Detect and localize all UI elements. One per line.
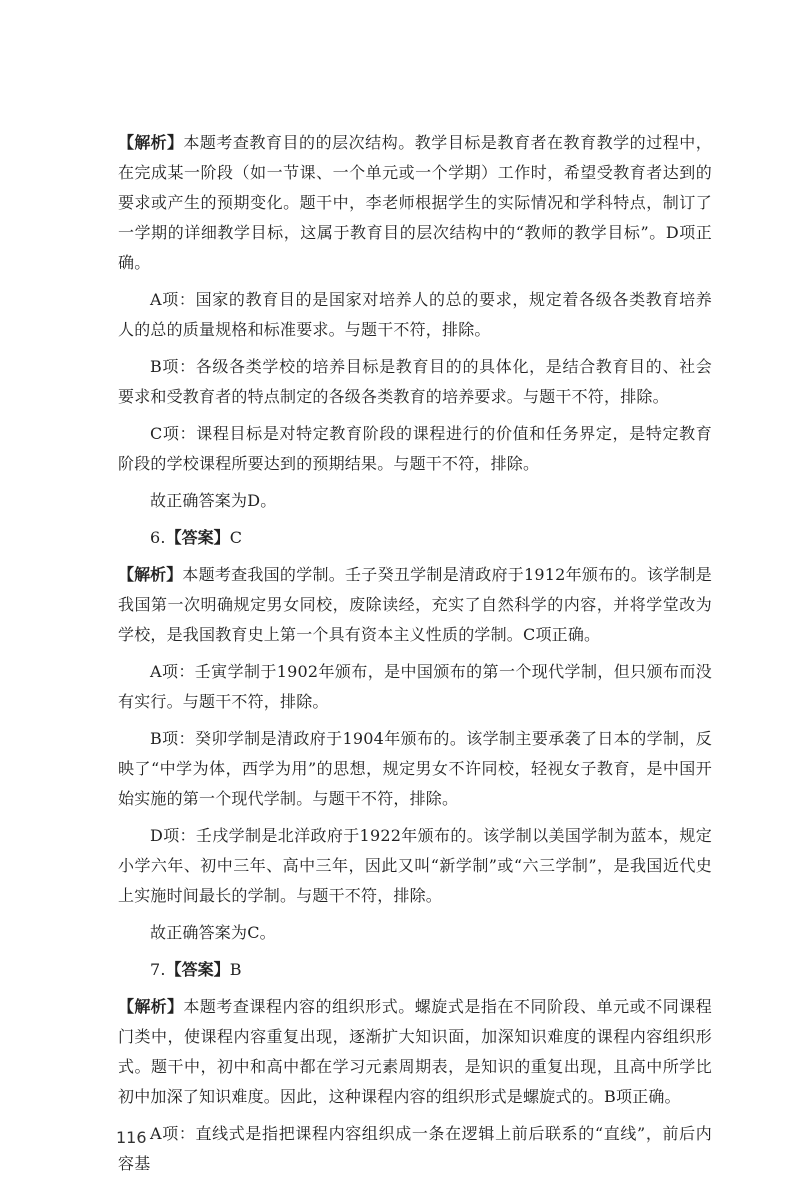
- q6-number: 6.: [150, 528, 166, 547]
- q7-option-a: A项：直线式是指把课程内容组织成一条在逻辑上前后联系的“直线”，前后内容基: [118, 1124, 712, 1173]
- q7-analysis-paragraph: [118, 992, 712, 1112]
- q5-analysis-tag: 【解析】: [118, 133, 184, 152]
- q7-answer-tag: 【答案】: [165, 960, 230, 979]
- q6-answer-tag: 【答案】: [165, 528, 230, 547]
- q5-option-a: A项：国家的教育目的是国家对培养人的总的要求，规定着各级各类教育培养人的总的质量规格和标准要求。与题干不符，排除。: [118, 290, 712, 339]
- page-number: 116: [116, 1128, 147, 1147]
- q5-analysis-text: 本题考查教育目的的层次结构。教学目标是教育者在教育教学的过程中，在完成某一阶段（如一节课、一个单元或一个学期）工作时，希望受教育者达到的要求或产生的预期变化。题干中，李老师根据学生的实际情况和学科特点，制订了一学期的详细教学目标，这属于教育目的层次结构中的“教师的教学目标”。D项正确。: [118, 133, 712, 272]
- q7-number: 7.: [150, 960, 166, 979]
- page-content: [118, 128, 712, 1186]
- q7-answer-line: [118, 955, 712, 985]
- q5-option-b: B项：各级各类学校的培养目标是教育目的的具体化，是结合教育目的、社会要求和受教育者的特点制定的各级各类教育的培养要求。与题干不符，排除。: [118, 357, 712, 406]
- q6-answer: C: [229, 528, 243, 547]
- q6-analysis-text: 本题考查我国的学制。壬子癸丑学制是清政府于1912年颁布的。该学制是我国第一次明确规定男女同校，废除读经，充实了自然科学的内容，并将学堂改为学校，是我国教育史上第一个具有资本主义性质的学制。C项正确。: [118, 565, 712, 644]
- q5-option-c: C项：课程目标是对特定教育阶段的课程进行的价值和任务界定，是特定教育阶段的学校课程所要达到的预期结果。与题干不符，排除。: [118, 424, 712, 473]
- q7-answer: B: [229, 960, 242, 979]
- q5-conclusion: 故正确答案为D。: [150, 491, 277, 510]
- q6-option-d: D项：壬戌学制是北洋政府于1922年颁布的。该学制以美国学制为蓝本，规定小学六年、初中三年、高中三年，因此又叫“新学制”或“六三学制”，是我国近代史上实施时间最长的学制。与题干不符，排除。: [118, 826, 712, 905]
- q6-option-a: A项：壬寅学制于1902年颁布，是中国颁布的第一个现代学制，但只颁布而没有实行。与题干不符，排除。: [118, 662, 712, 711]
- q6-option-b: B项：癸卯学制是清政府于1904年颁布的。该学制主要承袭了日本的学制，反映了“中学为体，西学为用”的思想，规定男女不许同校，轻视女子教育，是中国开始实施的第一个现代学制。与题干不符，排除。: [118, 729, 712, 808]
- q5-analysis-paragraph: [118, 128, 712, 278]
- q7-analysis-tag: 【解析】: [118, 997, 184, 1016]
- q7-analysis-text: 本题考查课程内容的组织形式。螺旋式是指在不同阶段、单元或不同课程门类中，使课程内容重复出现，逐渐扩大知识面，加深知识难度的课程内容组织形式。题干中，初中和高中都在学习元素周期表，是知识的重复出现，且高中所学比初中加深了知识难度。因此，这种课程内容的组织形式是螺旋式的。B项正确。: [118, 997, 712, 1106]
- q6-analysis-tag: 【解析】: [118, 565, 183, 584]
- q6-analysis-paragraph: [118, 560, 712, 650]
- q6-answer-line: [118, 523, 712, 553]
- q6-conclusion: 故正确答案为C。: [150, 923, 276, 942]
